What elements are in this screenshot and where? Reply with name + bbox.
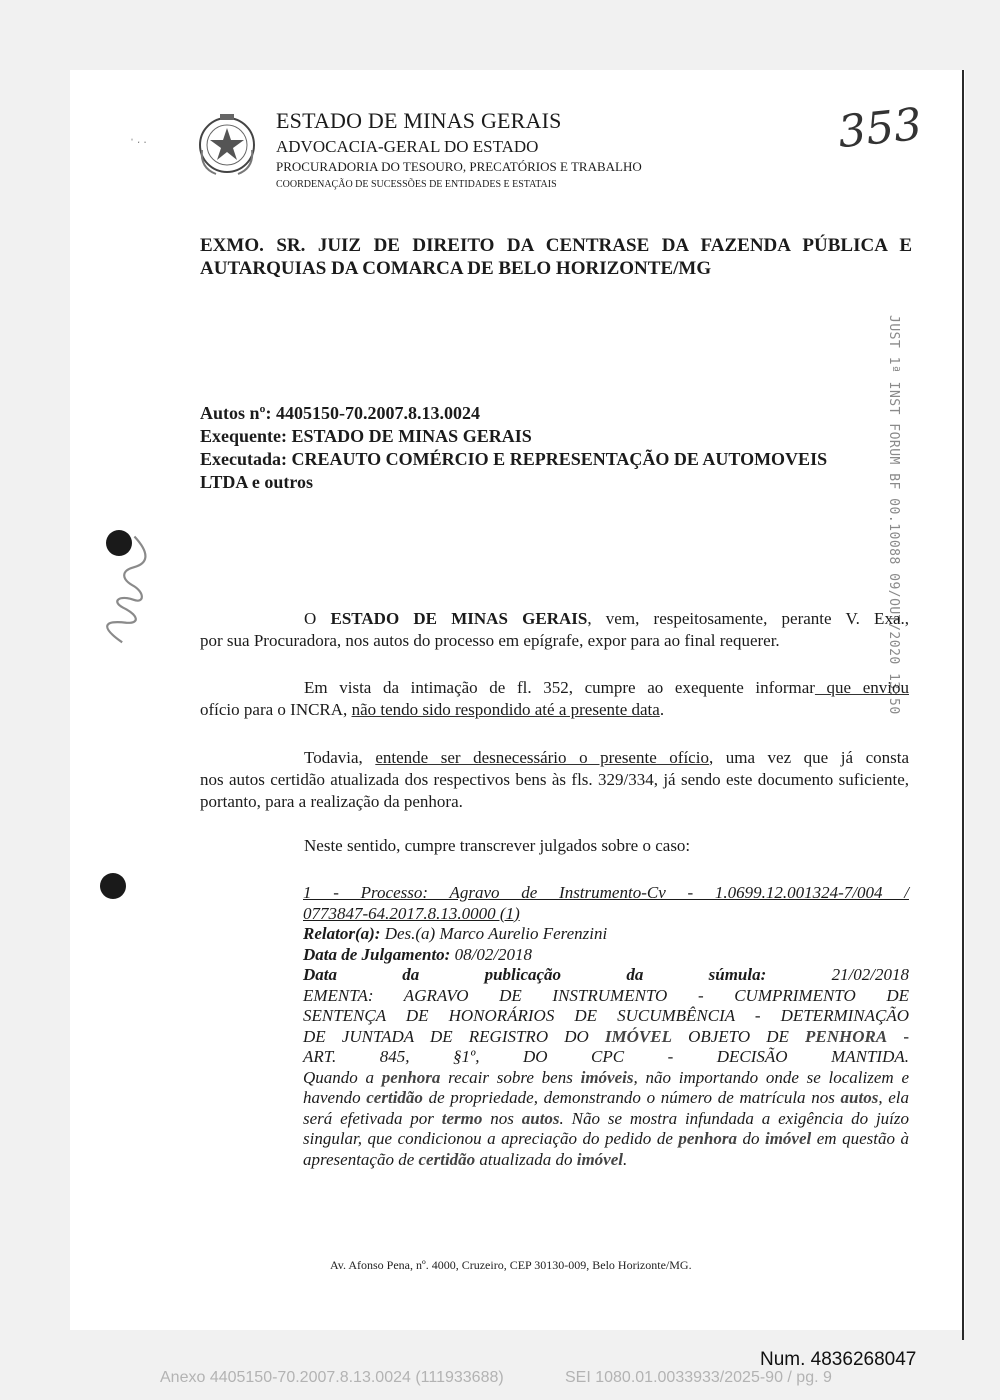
addressee-line-2: AUTARQUIAS DA COMARCA DE BELO HORIZONTE/MG xyxy=(200,258,712,279)
ct-q: em questão à apresentação de xyxy=(303,1129,909,1169)
ct-c: recair sobre bens xyxy=(440,1067,581,1087)
p2-text-c: . xyxy=(659,700,665,719)
ct-b: penhora xyxy=(381,1067,441,1087)
ct-t: imóvel xyxy=(576,1149,623,1169)
ct-m: . Não se mostra infundada a exigência do juízo singular, que condicionou a apreciação do pedido de xyxy=(303,1108,910,1148)
ct-n: penhora xyxy=(678,1129,737,1148)
ct-g: de propriedade, demonstrando o número de matrícula nos xyxy=(422,1088,841,1107)
ct-i: , ela será efetivada por xyxy=(303,1088,910,1128)
ct-s: atualizada do xyxy=(475,1149,577,1169)
ct-h: autos xyxy=(840,1088,879,1107)
punch-hole-bottom xyxy=(100,873,126,899)
executada-value: CREAUTO COMÉRCIO E REPRESENTAÇÃO DE AUTOMOVEIS xyxy=(291,449,828,469)
ct-o: do xyxy=(736,1129,765,1148)
executada-label: Executada: xyxy=(200,449,287,469)
ct-u: . xyxy=(622,1149,628,1169)
paragraph-2 xyxy=(200,677,909,721)
case-number-label: Autos nº: xyxy=(200,403,272,423)
paragraph-1 xyxy=(200,608,909,652)
ementa-line-2: SENTENÇA DE HONORÁRIOS DE SUCUMBÊNCIA - DETERMINAÇÃO xyxy=(303,1006,909,1025)
paragraph-1-line-1 xyxy=(200,608,909,630)
ct-a: Quando a xyxy=(303,1067,382,1087)
case-exequente xyxy=(200,426,532,447)
page-edge-line xyxy=(962,70,964,1340)
header-coordination: COORDENAÇÃO DE SUCESSÕES DE ENTIDADES E ESTATAIS xyxy=(276,179,557,190)
paragraph-4 xyxy=(200,835,909,857)
ementa-3d: PENHORA xyxy=(805,1026,888,1046)
ct-l: autos xyxy=(521,1108,560,1128)
ementa-line-4: ART. 845, §1º, DO CPC - DECISÃO MANTIDA. xyxy=(303,1047,909,1066)
publication-date-label: Data da publicação da súmula: xyxy=(303,965,767,984)
ct-f: certidão xyxy=(366,1088,423,1107)
citation-process-line-2: 0773847-64.2017.8.13.0000 (1) xyxy=(303,903,520,923)
p1-text-b: , vem, respeitosamente, perante V. Exa., xyxy=(587,609,909,628)
ementa-line-3 xyxy=(303,1027,909,1048)
citation-publication-date xyxy=(303,965,909,986)
coat-of-arms-icon xyxy=(196,110,258,180)
ct-p: imóvel xyxy=(764,1129,812,1148)
p2-underlined-b: não tendo sido respondido até a presente data xyxy=(351,700,660,719)
relator-value: Des.(a) Marco Aurelio Ferenzini xyxy=(380,924,608,943)
paragraph-3 xyxy=(200,747,909,813)
document-number: Num. 4836268047 xyxy=(760,1349,917,1370)
addressee-line-1: EXMO. SR. JUIZ DE DIREITO DA CENTRASE DA FAZENDA PÚBLICA E xyxy=(200,235,912,256)
handwritten-page-number: 353 xyxy=(835,98,925,159)
publication-date-value: 21/02/2018 xyxy=(831,965,910,984)
p2-underlined-a: que enviou xyxy=(814,678,909,697)
citation-decision-text xyxy=(303,1068,909,1171)
case-number xyxy=(200,403,480,424)
header-state: ESTADO DE MINAS GERAIS xyxy=(276,108,562,133)
jurisprudence-citation xyxy=(303,883,909,1170)
case-executada xyxy=(200,449,827,470)
ementa-3b: IMÓVEL xyxy=(604,1026,672,1046)
header-department: PROCURADORIA DO TESOURO, PRECATÓRIOS E TRABALHO xyxy=(276,159,642,174)
case-number-value: 4405150-70.2007.8.13.0024 xyxy=(275,403,480,423)
sei-reference: SEI 1080.01.0033933/2025-90 / pg. 9 xyxy=(565,1369,832,1386)
judgment-date-label: Data de Julgamento: xyxy=(303,944,451,964)
scan-speck: ˈ ˑ ˑ xyxy=(130,136,147,150)
citation-relator xyxy=(303,924,909,945)
exequente-value: ESTADO DE MINAS GERAIS xyxy=(291,426,532,446)
p2-text-b: ofício para o INCRA, xyxy=(200,700,352,719)
exequente-label: Exequente: xyxy=(200,426,287,446)
footer-address: Av. Afonso Pena, nº. 4000, Cruzeiro, CEP 30130-009, Belo Horizonte/MG. xyxy=(330,1258,692,1272)
ct-k: nos xyxy=(482,1108,522,1128)
p3-text-c: nos autos certidão atualizada dos respectivos bens às fls. 329/334, já sendo este documento suficiente, portanto, para a realização da penhora. xyxy=(200,770,909,811)
ct-d: imóveis xyxy=(580,1067,634,1087)
paragraph-3-line-1 xyxy=(200,747,909,769)
ementa-3c: OBJETO DE xyxy=(671,1026,806,1046)
p1-bold-state: ESTADO DE MINAS GERAIS xyxy=(330,609,588,628)
judgment-date-value: 08/02/2018 xyxy=(450,944,533,964)
relator-label: Relator(a): xyxy=(303,924,381,943)
ct-e: , não importando onde se localizem e havendo xyxy=(303,1067,909,1107)
ementa-3a: DE JUNTADA DE REGISTRO DO xyxy=(303,1026,605,1046)
filing-stamp: JUST 1ª INST FORUM BF 00.10088 09/OUT/2020 13:50 xyxy=(886,315,901,715)
p1-text-a: O xyxy=(304,609,331,628)
header-agency: ADVOCACIA-GERAL DO ESTADO xyxy=(276,137,539,156)
p2-text-a: Em vista da intimação de fl. 352, cumpre ao exequente informar xyxy=(304,678,815,697)
ementa-3e: - xyxy=(887,1026,909,1046)
p3-underlined: entende ser desnecessário o presente ofício xyxy=(375,748,709,767)
paragraph-2-line-1 xyxy=(200,677,909,699)
p3-text-b: , uma vez que já consta xyxy=(708,748,910,767)
p1-text-c: por sua Procuradora, nos autos do processo em epígrafe, expor para ao final requerer. xyxy=(200,631,780,650)
citation-process-line-1: 1 - Processo: Agravo de Instrumento-Cv - 1.0699.12.001324-7/004 / xyxy=(303,883,909,902)
case-executada-cont: LTDA e outros xyxy=(200,472,314,492)
p3-text-a: Todavia, xyxy=(304,748,376,767)
ct-r: certidão xyxy=(418,1149,476,1169)
p4-text: Neste sentido, cumpre transcrever julgados sobre o caso: xyxy=(304,836,691,855)
citation-judgment-date xyxy=(303,945,909,966)
annex-reference: Anexo 4405150-70.2007.8.13.0024 (111933688) xyxy=(160,1369,504,1386)
ct-j: termo xyxy=(441,1108,483,1128)
ementa-line-1: EMENTA: AGRAVO DE INSTRUMENTO - CUMPRIMENTO DE xyxy=(303,985,909,1005)
